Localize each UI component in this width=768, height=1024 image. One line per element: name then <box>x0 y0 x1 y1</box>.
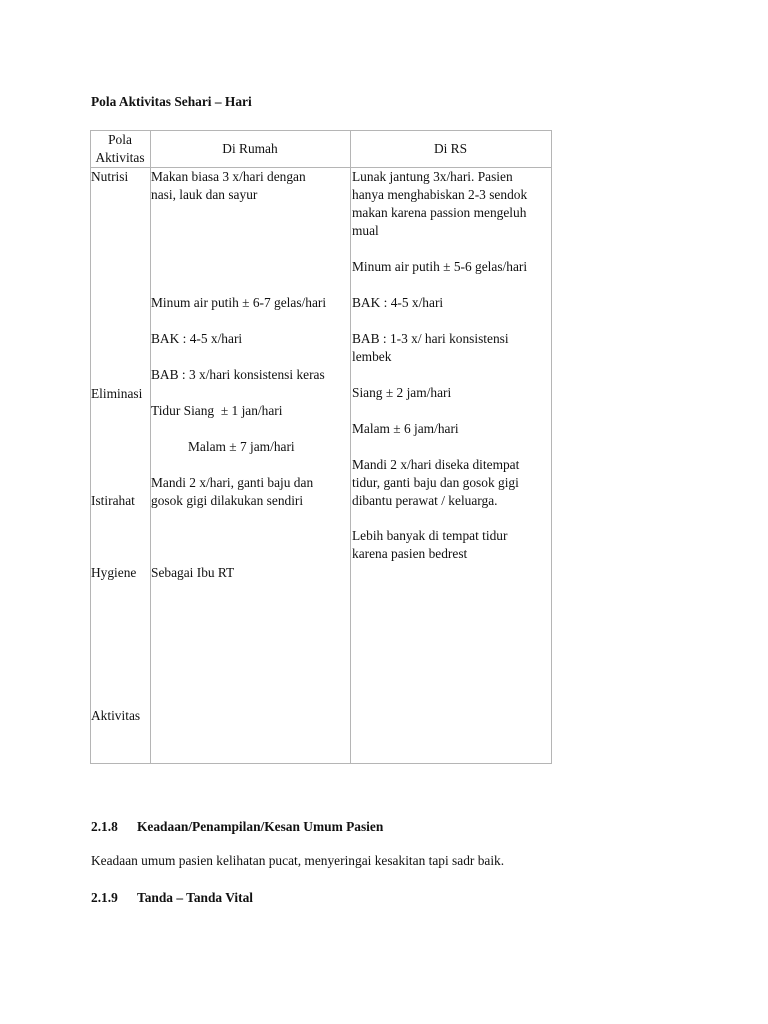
rumah-bak: BAK : 4-5 x/hari <box>151 331 243 346</box>
rumah-makan-line2: nasi, lauk dan sayur <box>151 187 258 202</box>
rumah-tidur-siang: Tidur Siang ± 1 jan/hari <box>151 403 283 418</box>
section-219-number: 2.1.9 <box>91 890 118 905</box>
rumah-bab: BAB : 3 x/hari konsistensi keras <box>151 367 325 382</box>
rs-mandi-line1: Mandi 2 x/hari diseka ditempat <box>352 457 520 472</box>
rs-makan-line1: Lunak jantung 3x/hari. Pasien <box>352 169 513 184</box>
rs-mandi-line2: tidur, ganti baju dan gosok gigi <box>352 475 519 490</box>
row-label-hygiene: Hygiene <box>91 565 137 580</box>
table-border-right <box>551 130 552 763</box>
rs-aktivitas-line1: Lebih banyak di tempat tidur <box>352 528 508 543</box>
rumah-mandi <box>151 474 313 510</box>
rs-aktivitas-line2: karena pasien bedrest <box>352 546 468 561</box>
rs-makan-line4: mual <box>352 223 379 238</box>
rs-malam: Malam ± 6 jam/hari <box>352 421 459 436</box>
rs-bab <box>352 330 509 366</box>
rs-bab-line2: lembek <box>352 349 392 364</box>
table-title: Pola Aktivitas Sehari – Hari <box>91 94 252 109</box>
rs-mandi-line3: dibantu perawat / keluarga. <box>352 493 498 508</box>
header-pola-line2: Aktivitas <box>95 150 145 165</box>
rumah-aktivitas: Sebagai Ibu RT <box>151 565 235 580</box>
rumah-makan <box>151 168 306 204</box>
header-di-rs: Di RS <box>433 141 468 156</box>
rs-makan <box>352 168 527 240</box>
row-label-istirahat: Istirahat <box>91 493 135 508</box>
section-219-heading <box>91 889 253 907</box>
row-label-aktivitas: Aktivitas <box>91 708 141 723</box>
rs-aktivitas <box>352 527 507 563</box>
header-di-rumah: Di Rumah <box>222 141 278 156</box>
rs-makan-line2: hanya menghabiskan 2-3 sendok <box>352 187 528 202</box>
rumah-mandi-line1: Mandi 2 x/hari, ganti baju dan <box>151 475 314 490</box>
table-border-col2 <box>350 130 351 763</box>
section-219-title: Tanda – Tanda Vital <box>137 890 253 905</box>
rs-bab-line1: BAB : 1-3 x/ hari konsistensi <box>352 331 509 346</box>
table-border-col1 <box>150 130 151 763</box>
section-218-heading <box>91 818 383 836</box>
rs-makan-line3: makan karena passion mengeluh <box>352 205 527 220</box>
table-border-left <box>90 130 91 763</box>
section-218-body: Keadaan umum pasien kelihatan pucat, menyeringai kesakitan tapi sadr baik. <box>91 853 505 868</box>
rs-bak: BAK : 4-5 x/hari <box>352 295 444 310</box>
section-218-number: 2.1.8 <box>91 819 118 834</box>
rumah-minum: Minum air putih ± 6-7 gelas/hari <box>151 295 327 310</box>
rs-mandi <box>352 456 519 510</box>
header-pola-line1: Pola <box>108 132 132 147</box>
section-218-title: Keadaan/Penampilan/Kesan Umum Pasien <box>137 819 384 834</box>
rumah-mandi-line2: gosok gigi dilakukan sendiri <box>151 493 304 508</box>
rumah-malam: Malam ± 7 jam/hari <box>188 439 295 454</box>
rumah-makan-line1: Makan biasa 3 x/hari dengan <box>151 169 306 184</box>
row-label-eliminasi: Eliminasi <box>91 386 143 401</box>
rs-minum: Minum air putih ± 5-6 gelas/hari <box>352 259 528 274</box>
rs-siang: Siang ± 2 jam/hari <box>352 385 452 400</box>
row-label-nutrisi: Nutrisi <box>91 169 129 184</box>
header-pola-aktivitas <box>90 131 150 167</box>
